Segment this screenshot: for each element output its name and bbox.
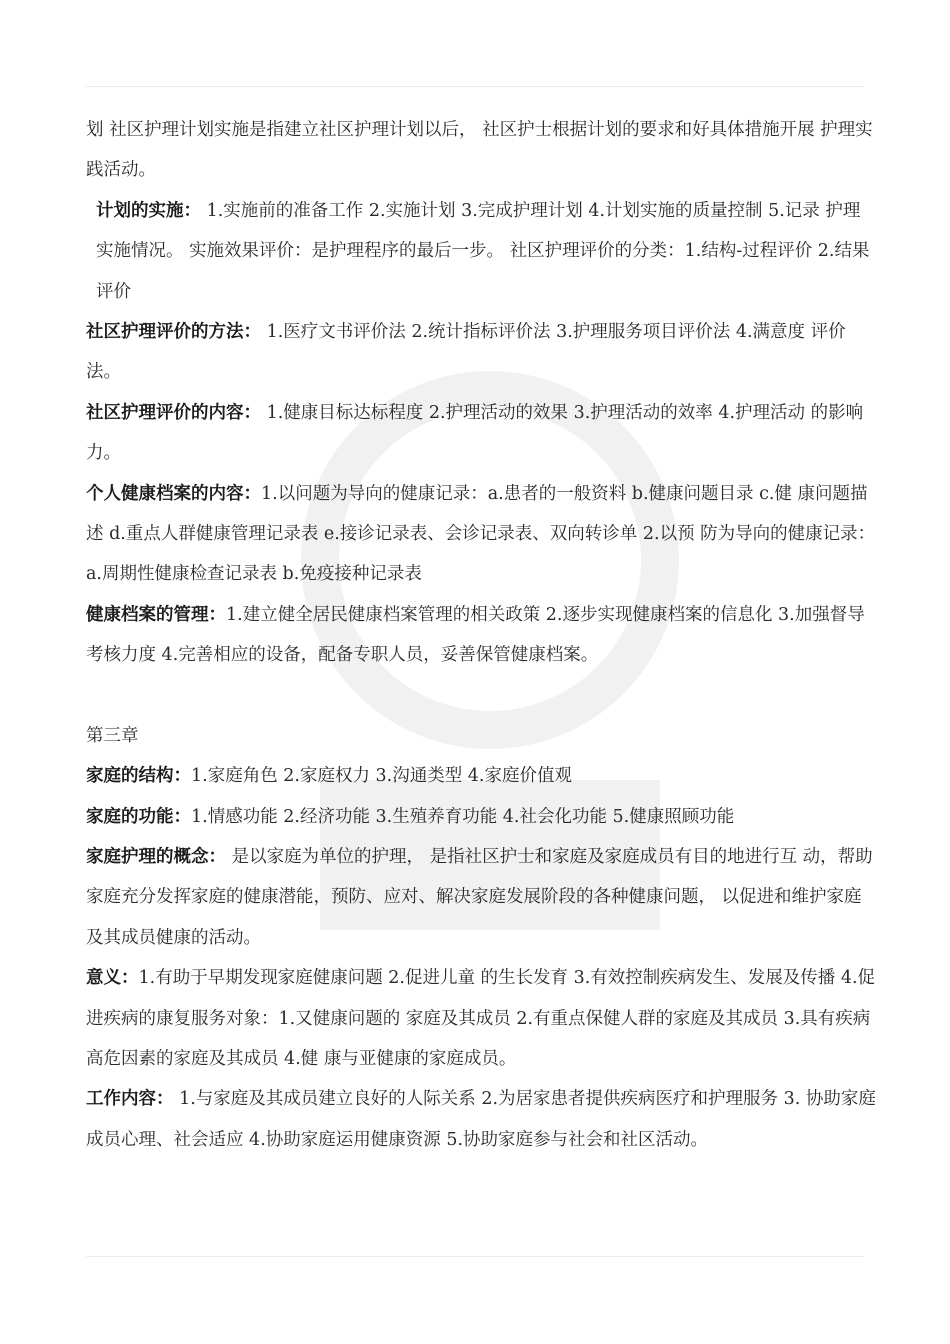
chapter-title: 第三章 — [86, 725, 139, 746]
paragraph-family-structure: 家庭的结构：1.家庭角色 2.家庭权力 3.沟通类型 4.家庭价值观 — [86, 766, 572, 787]
paragraph-significance: 意义：1.有助于早期发现家庭健康问题 2.促进儿童 的生长发育 3.有效控制疾病发生、发展及传播 4.促进疾病的康复服务对象：1.又健康问题的 家庭及其成员 2.有重点保健人群的家庭及其成员 3.具有疾病高危因素的家庭及其成员 4.健 康与亚健康的家庭成员。 — [86, 968, 876, 1069]
paragraph-plan-implementation: 计划的实施： 1.实施前的准备工作 2.实施计划 3.完成护理计划 4.计划实施的质量控制 5.记录 护理实施情况。 实施效果评价：是护理程序的最后一步。 社区护理评价的分类：1.结构-过程评价 2.结果评价 — [96, 200, 870, 302]
top-divider — [86, 86, 864, 87]
paragraph-family-function: 家庭的功能：1.情感功能 2.经济功能 3.生殖养育功能 4.社会化功能 5.健康照顾功能 — [86, 806, 735, 827]
paragraph-family-nursing-concept: 家庭护理的概念： 是以家庭为单位的护理， 是指社区护士和家庭及家庭成员有目的地进行互 动，帮助家庭充分发挥家庭的健康潜能，预防、应对、解决家庭发展阶段的各种健康问题， 以促进和维护家庭及其成员健康的活动。 — [86, 846, 873, 948]
paragraph-evaluation-methods: 社区护理评价的方法： 1.医疗文书评价法 2.统计指标评价法 3.护理服务项目评价法 4.满意度 评价法。 — [86, 322, 846, 383]
paragraph-implementation-definition: 划 社区护理计划实施是指建立社区护理计划以后， 社区护士根据计划的要求和好具体措施开展 护理实践活动。 — [86, 120, 873, 181]
document-body — [86, 110, 876, 1160]
paragraph-evaluation-content: 社区护理评价的内容： 1.健康目标达标程度 2.护理活动的效果 3.护理活动的效率 4.护理活动 的影响力。 — [86, 402, 864, 464]
paragraph-health-record-content: 个人健康档案的内容：1.以问题为导向的健康记录：a.患者的一般资料 b.健康问题目录 c.健 康问题描述 d.重点人群健康管理记录表 e.接诊记录表、会诊记录表、双向转诊单 2.以预 防为导向的健康记录：a.周期性健康检查记录表 b.免疫接种记录表 — [86, 483, 876, 585]
paragraph-health-record-management: 健康档案的管理：1.建立健全居民健康档案管理的相关政策 2.逐步实现健康档案的信息化 3.加强督导考核力度 4.完善相应的设备，配备专职人员，妥善保管健康档案。 — [86, 604, 865, 666]
paragraph-work-content: 工作内容： 1.与家庭及其成员建立良好的人际关系 2.为居家患者提供疾病医疗和护理服务 3. 协助家庭成员心理、社会适应 4.协助家庭运用健康资源 5.协助家庭参与社会和社区活动。 — [86, 1089, 876, 1150]
bottom-divider — [86, 1256, 864, 1257]
section-gap — [86, 676, 876, 716]
